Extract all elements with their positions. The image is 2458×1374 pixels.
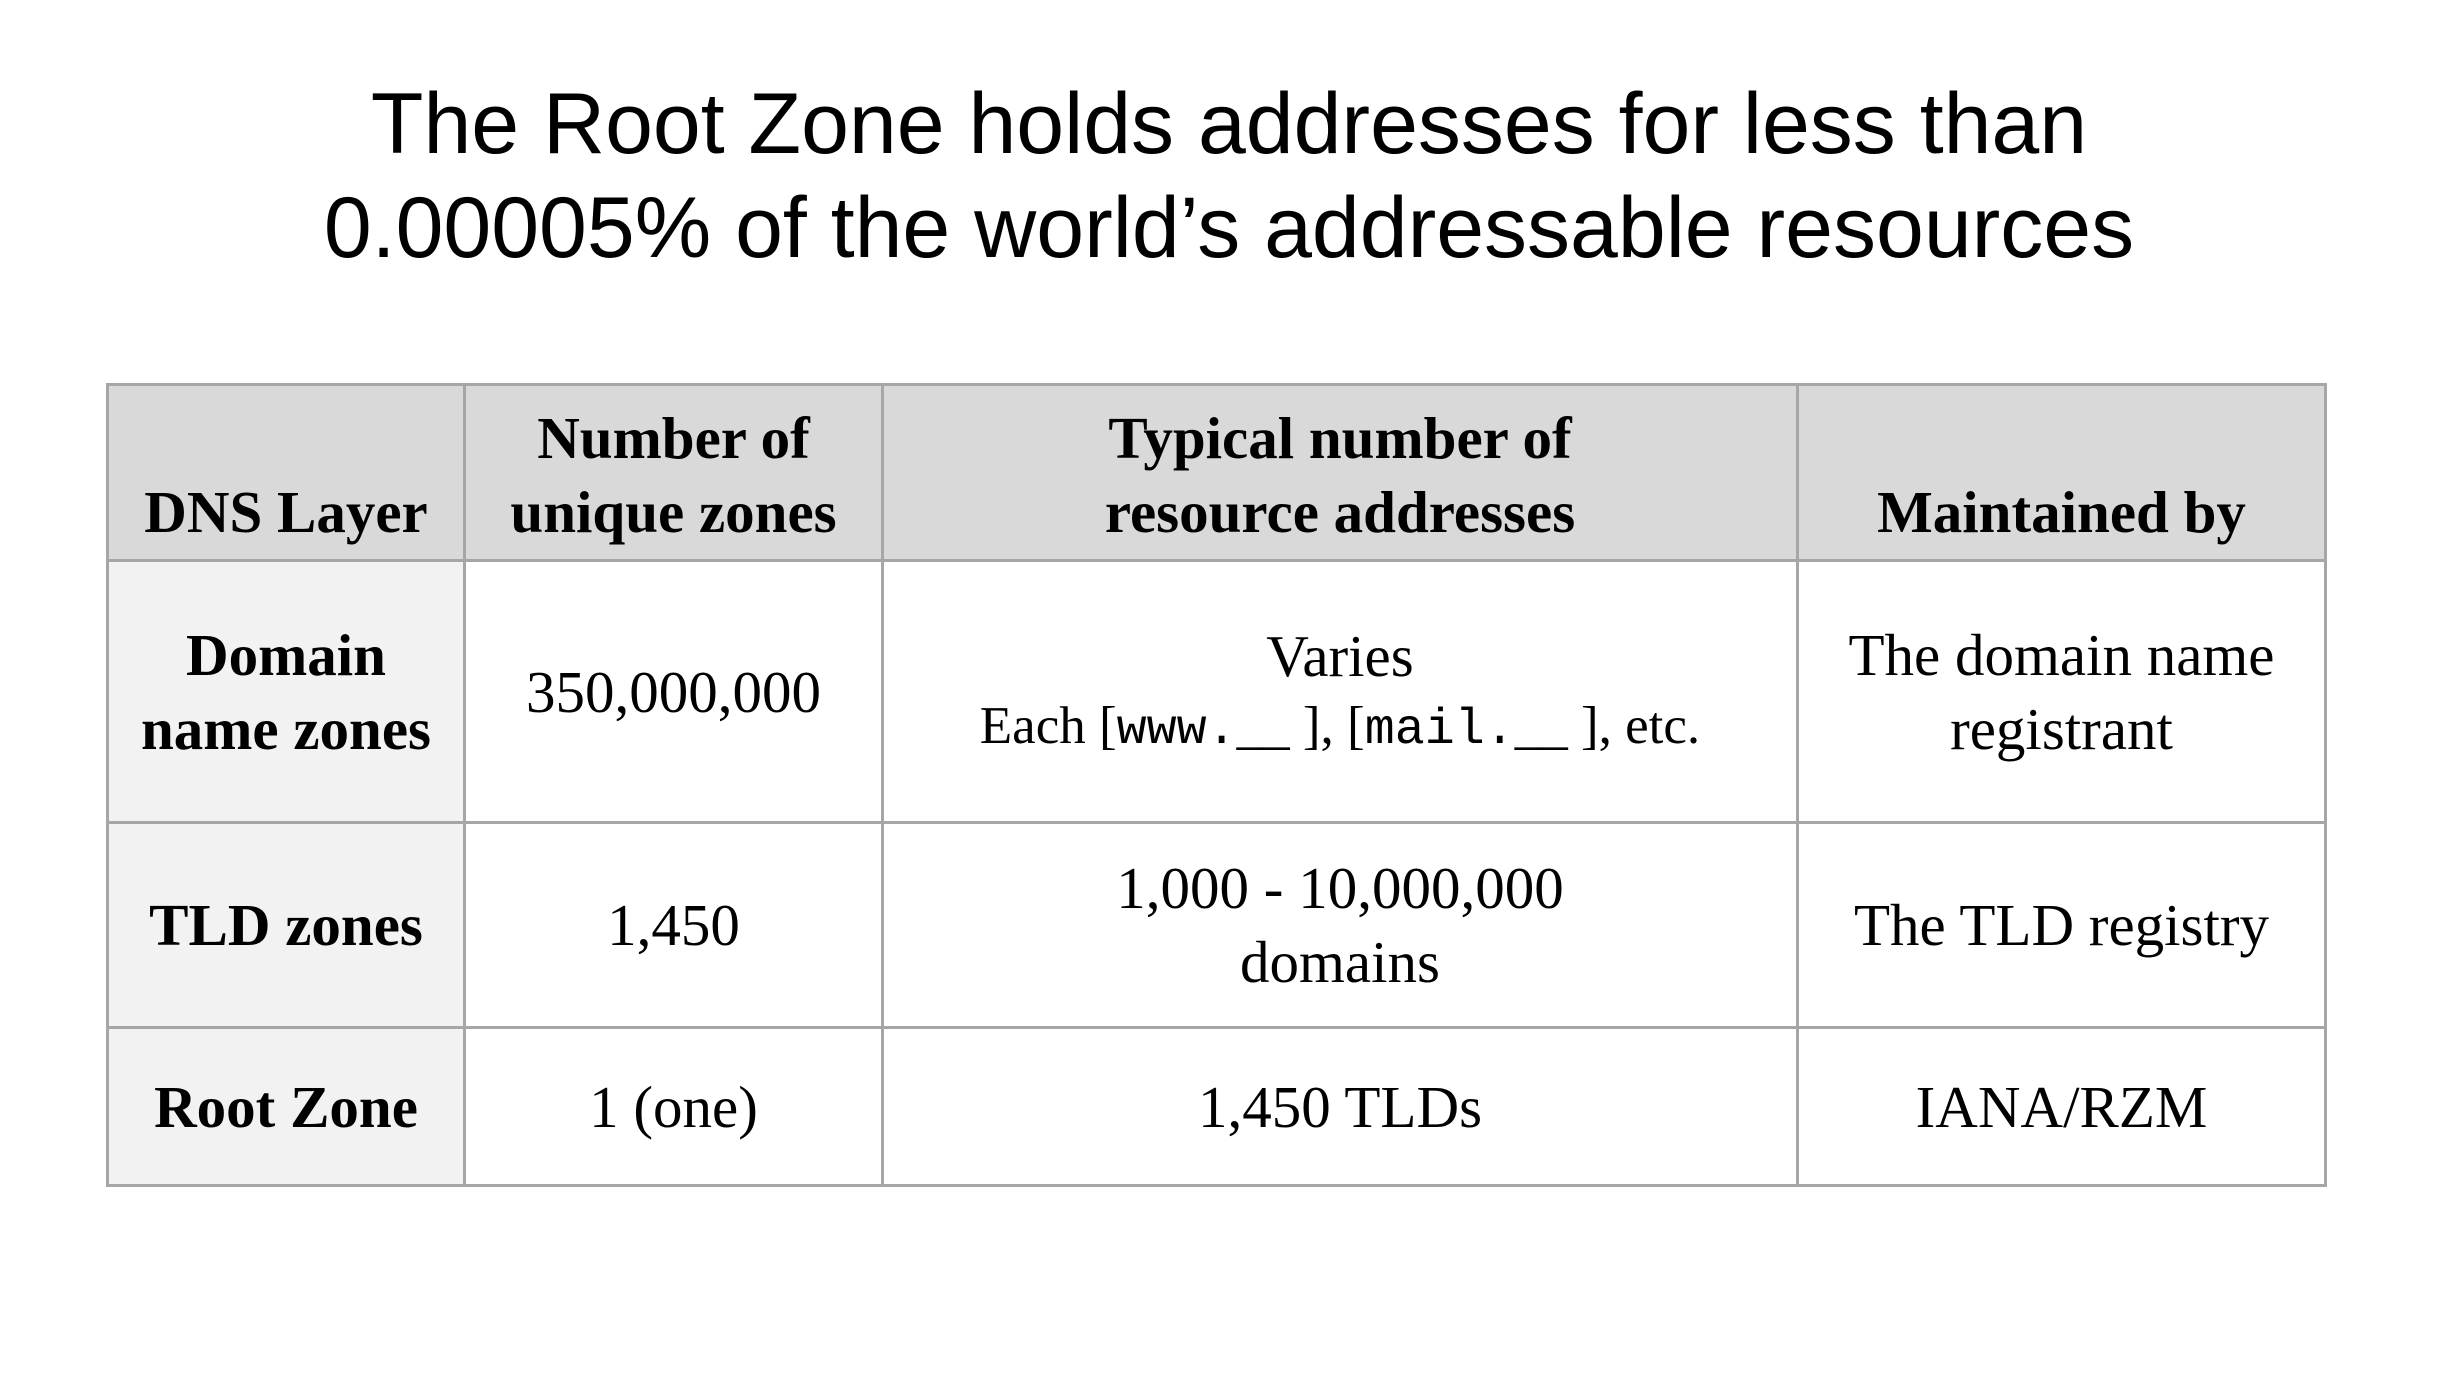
cell-layer-domain-line-1: Domain — [186, 621, 386, 688]
cell-addresses-root — [883, 1028, 1798, 1186]
cell-addresses-tld — [883, 823, 1798, 1028]
dns-layers-table — [106, 383, 2327, 1187]
cell-zones-root-value: 1 (one) — [589, 1073, 758, 1140]
example-mail: mail. — [1364, 702, 1515, 759]
header-resource-addresses-line-1: Typical number of — [1108, 405, 1572, 471]
header-resource-addresses-line-2: resource addresses — [1104, 479, 1576, 545]
cell-zones-domain — [465, 561, 883, 823]
cell-addresses-tld-line-2: domains — [1240, 929, 1440, 995]
header-unique-zones — [465, 385, 883, 561]
cell-maintainer-root-value: IANA/RZM — [1915, 1073, 2208, 1140]
cell-addresses-root-value: 1,450 TLDs — [1197, 1073, 1483, 1140]
cell-maintainer-root — [1798, 1028, 2326, 1186]
cell-zones-tld — [465, 823, 883, 1028]
cell-maintainer-domain-line-1: The domain name — [1848, 621, 2275, 688]
cell-layer-domain-line-2: name zones — [140, 695, 432, 762]
table-row-domain-name-zones — [108, 561, 2326, 823]
example-suffix: __ ], etc. — [1514, 697, 1701, 755]
title-line-2: 0.00005% of the world’s addressable resources — [323, 180, 2135, 276]
header-unique-zones-line-2: unique zones — [510, 479, 837, 545]
header-maintained-by — [1798, 385, 2326, 561]
cell-addresses-domain-main: Varies — [1266, 623, 1414, 689]
header-resource-addresses — [883, 385, 1798, 561]
cell-addresses-tld-line-1: 1,000 - 10,000,000 — [1116, 855, 1564, 921]
table-header-row — [108, 385, 2326, 561]
slide-title — [0, 72, 2458, 280]
cell-layer-domain — [108, 561, 465, 823]
cell-addresses-domain-example — [896, 693, 1784, 764]
cell-addresses-domain — [883, 561, 1798, 823]
example-www: www. — [1116, 702, 1237, 759]
cell-zones-root — [465, 1028, 883, 1186]
cell-maintainer-domain — [1798, 561, 2326, 823]
cell-layer-tld-label: TLD zones — [149, 892, 423, 958]
header-unique-zones-line-1: Number of — [537, 405, 810, 471]
cell-maintainer-domain-line-2: registrant — [1950, 695, 2173, 762]
table-row-tld-zones — [108, 823, 2326, 1028]
title-line-1: The Root Zone holds addresses for less than — [370, 76, 2088, 172]
header-dns-layer-label: DNS Layer — [144, 479, 428, 545]
cell-layer-root-label: Root Zone — [154, 1073, 418, 1140]
cell-maintainer-tld — [1798, 823, 2326, 1028]
header-dns-layer — [108, 385, 465, 561]
cell-layer-tld — [108, 823, 465, 1028]
header-maintained-by-label: Maintained by — [1877, 479, 2246, 545]
cell-maintainer-tld-value: The TLD registry — [1853, 892, 2270, 958]
cell-layer-root — [108, 1028, 465, 1186]
cell-zones-tld-value: 1,450 — [607, 892, 740, 958]
example-prefix: Each [ — [979, 697, 1117, 755]
table-row-root-zone — [108, 1028, 2326, 1186]
cell-zones-domain-value: 350,000,000 — [526, 658, 821, 725]
example-mid: __ ], [ — [1236, 697, 1365, 755]
